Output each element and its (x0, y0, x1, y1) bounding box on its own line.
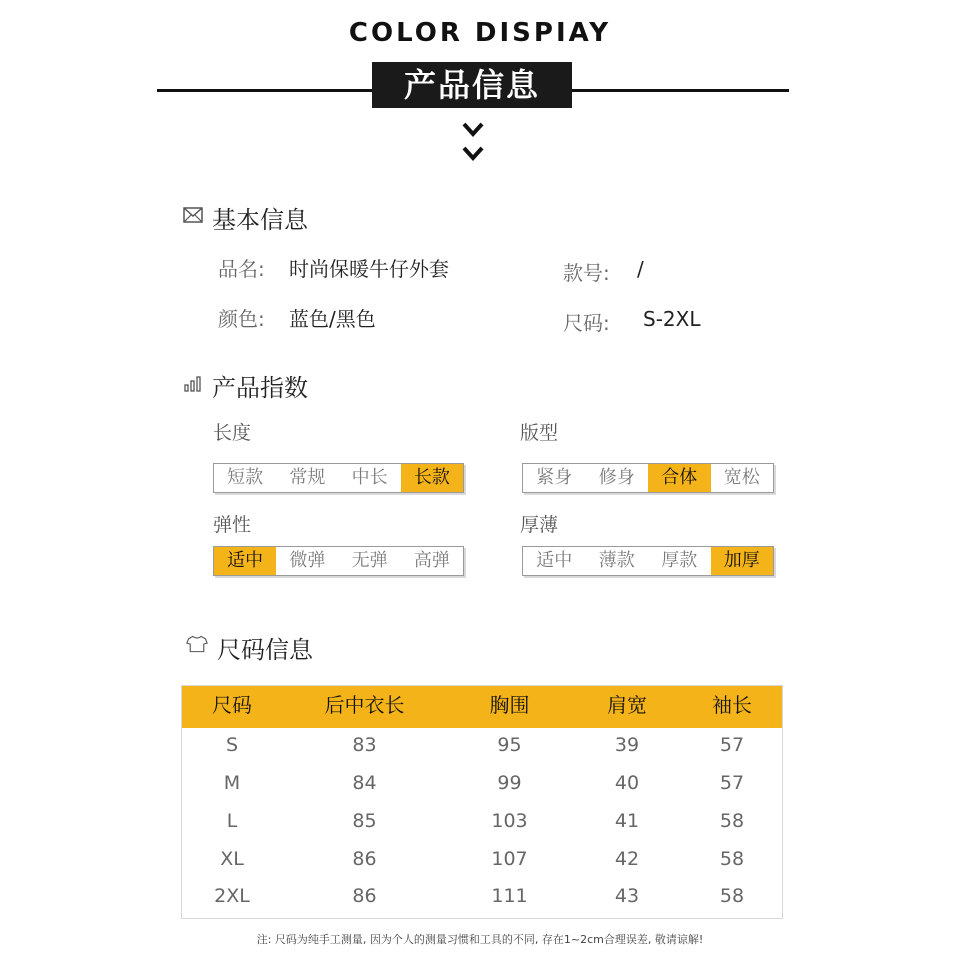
table-cell: M (223, 772, 241, 794)
table-cell: 86 (352, 848, 377, 870)
table-cell: 57 (719, 734, 745, 756)
table-cell: 41 (614, 810, 640, 832)
field-label-style-no: 款号: (563, 261, 610, 285)
field-label-size: 尺码: (563, 311, 610, 335)
scale-option: 紧身 (536, 467, 573, 488)
table-row (182, 840, 782, 878)
field-value-style-no: / (637, 257, 644, 281)
index-label-length: 长度 (213, 422, 252, 444)
header-title-en: COLOR DISPIAY (348, 18, 612, 48)
field-value-size: S-2XL (643, 307, 701, 331)
table-row (182, 764, 782, 802)
section-heading-basic: 基本信息 (212, 206, 308, 234)
table-cell: 85 (352, 810, 377, 832)
header-divider-left (157, 89, 372, 92)
table-header-cell: 肩宽 (607, 693, 647, 717)
table-cell: 95 (497, 734, 522, 756)
table-row (182, 802, 782, 840)
table-cell: 83 (352, 734, 377, 756)
scale-option: 薄款 (598, 550, 635, 571)
scale-option: 修身 (598, 467, 635, 488)
scale-option: 中长 (351, 467, 388, 488)
scale-option-selected: 合体 (648, 464, 711, 492)
table-cell: XL (220, 848, 244, 870)
scale-option-selected: 适中 (214, 547, 276, 575)
table-cell: 39 (614, 734, 640, 756)
table-cell: S (225, 734, 239, 756)
table-cell: 40 (614, 772, 640, 794)
field-value-color: 蓝色/黑色 (289, 307, 376, 331)
index-scale-fit (522, 463, 774, 493)
scale-option-selected: 长款 (401, 464, 463, 492)
size-table (181, 685, 783, 919)
section-heading-index: 产品指数 (212, 374, 308, 402)
index-scale-elasticity (213, 546, 464, 576)
measurement-note: 注: 尺码为纯手工测量, 因为个人的测量习惯和工具的不同, 存在1~2cm合理误差, 敬请谅解! (256, 933, 704, 946)
header-divider-right (572, 89, 789, 92)
table-cell: 42 (614, 848, 640, 870)
bar-chart-icon (182, 372, 204, 394)
field-label-color: 颜色: (218, 307, 265, 331)
chevron-down-icon (462, 146, 484, 162)
table-cell: 2XL (214, 885, 250, 907)
tshirt-icon (186, 633, 208, 655)
field-label-name: 品名: (218, 257, 265, 281)
table-row (182, 877, 782, 915)
table-header (182, 686, 782, 728)
scale-option: 无弹 (351, 550, 388, 571)
index-label-thickness: 厚薄 (520, 514, 559, 536)
table-cell: 111 (491, 885, 528, 907)
table-cell: 84 (352, 772, 377, 794)
table-cell: 107 (491, 848, 528, 870)
table-cell: 57 (719, 772, 745, 794)
index-label-elasticity: 弹性 (213, 514, 252, 536)
envelope-icon (182, 204, 204, 226)
table-cell: 86 (352, 885, 377, 907)
chevron-down-icon (462, 122, 484, 138)
table-cell: 58 (719, 885, 745, 907)
table-cell: L (226, 810, 238, 832)
table-cell: 99 (497, 772, 522, 794)
table-header-cell: 后中衣长 (324, 693, 405, 717)
section-heading-size: 尺码信息 (217, 636, 313, 664)
table-cell: 58 (719, 848, 745, 870)
table-cell: 103 (491, 810, 528, 832)
scale-option: 微弹 (289, 550, 326, 571)
field-value-name: 时尚保暖牛仔外套 (289, 257, 449, 281)
index-scale-length (213, 463, 464, 493)
table-cell: 58 (719, 810, 745, 832)
table-header-cell: 胸围 (489, 693, 530, 717)
scale-option: 厚款 (661, 550, 698, 571)
table-header-cell: 尺码 (212, 693, 252, 717)
scale-option-selected: 加厚 (711, 547, 774, 575)
scale-option: 短款 (227, 467, 264, 488)
table-row (182, 726, 782, 764)
table-header-cell: 袖长 (712, 693, 752, 717)
index-scale-thickness (522, 546, 774, 576)
index-label-fit: 版型 (520, 422, 559, 444)
scale-option: 高弹 (413, 550, 450, 571)
scale-option: 常规 (289, 467, 326, 488)
scale-option: 宽松 (723, 467, 760, 488)
scale-option: 适中 (536, 550, 573, 571)
table-cell: 43 (614, 885, 640, 907)
header-title-cn: 产品信息 (372, 62, 572, 108)
